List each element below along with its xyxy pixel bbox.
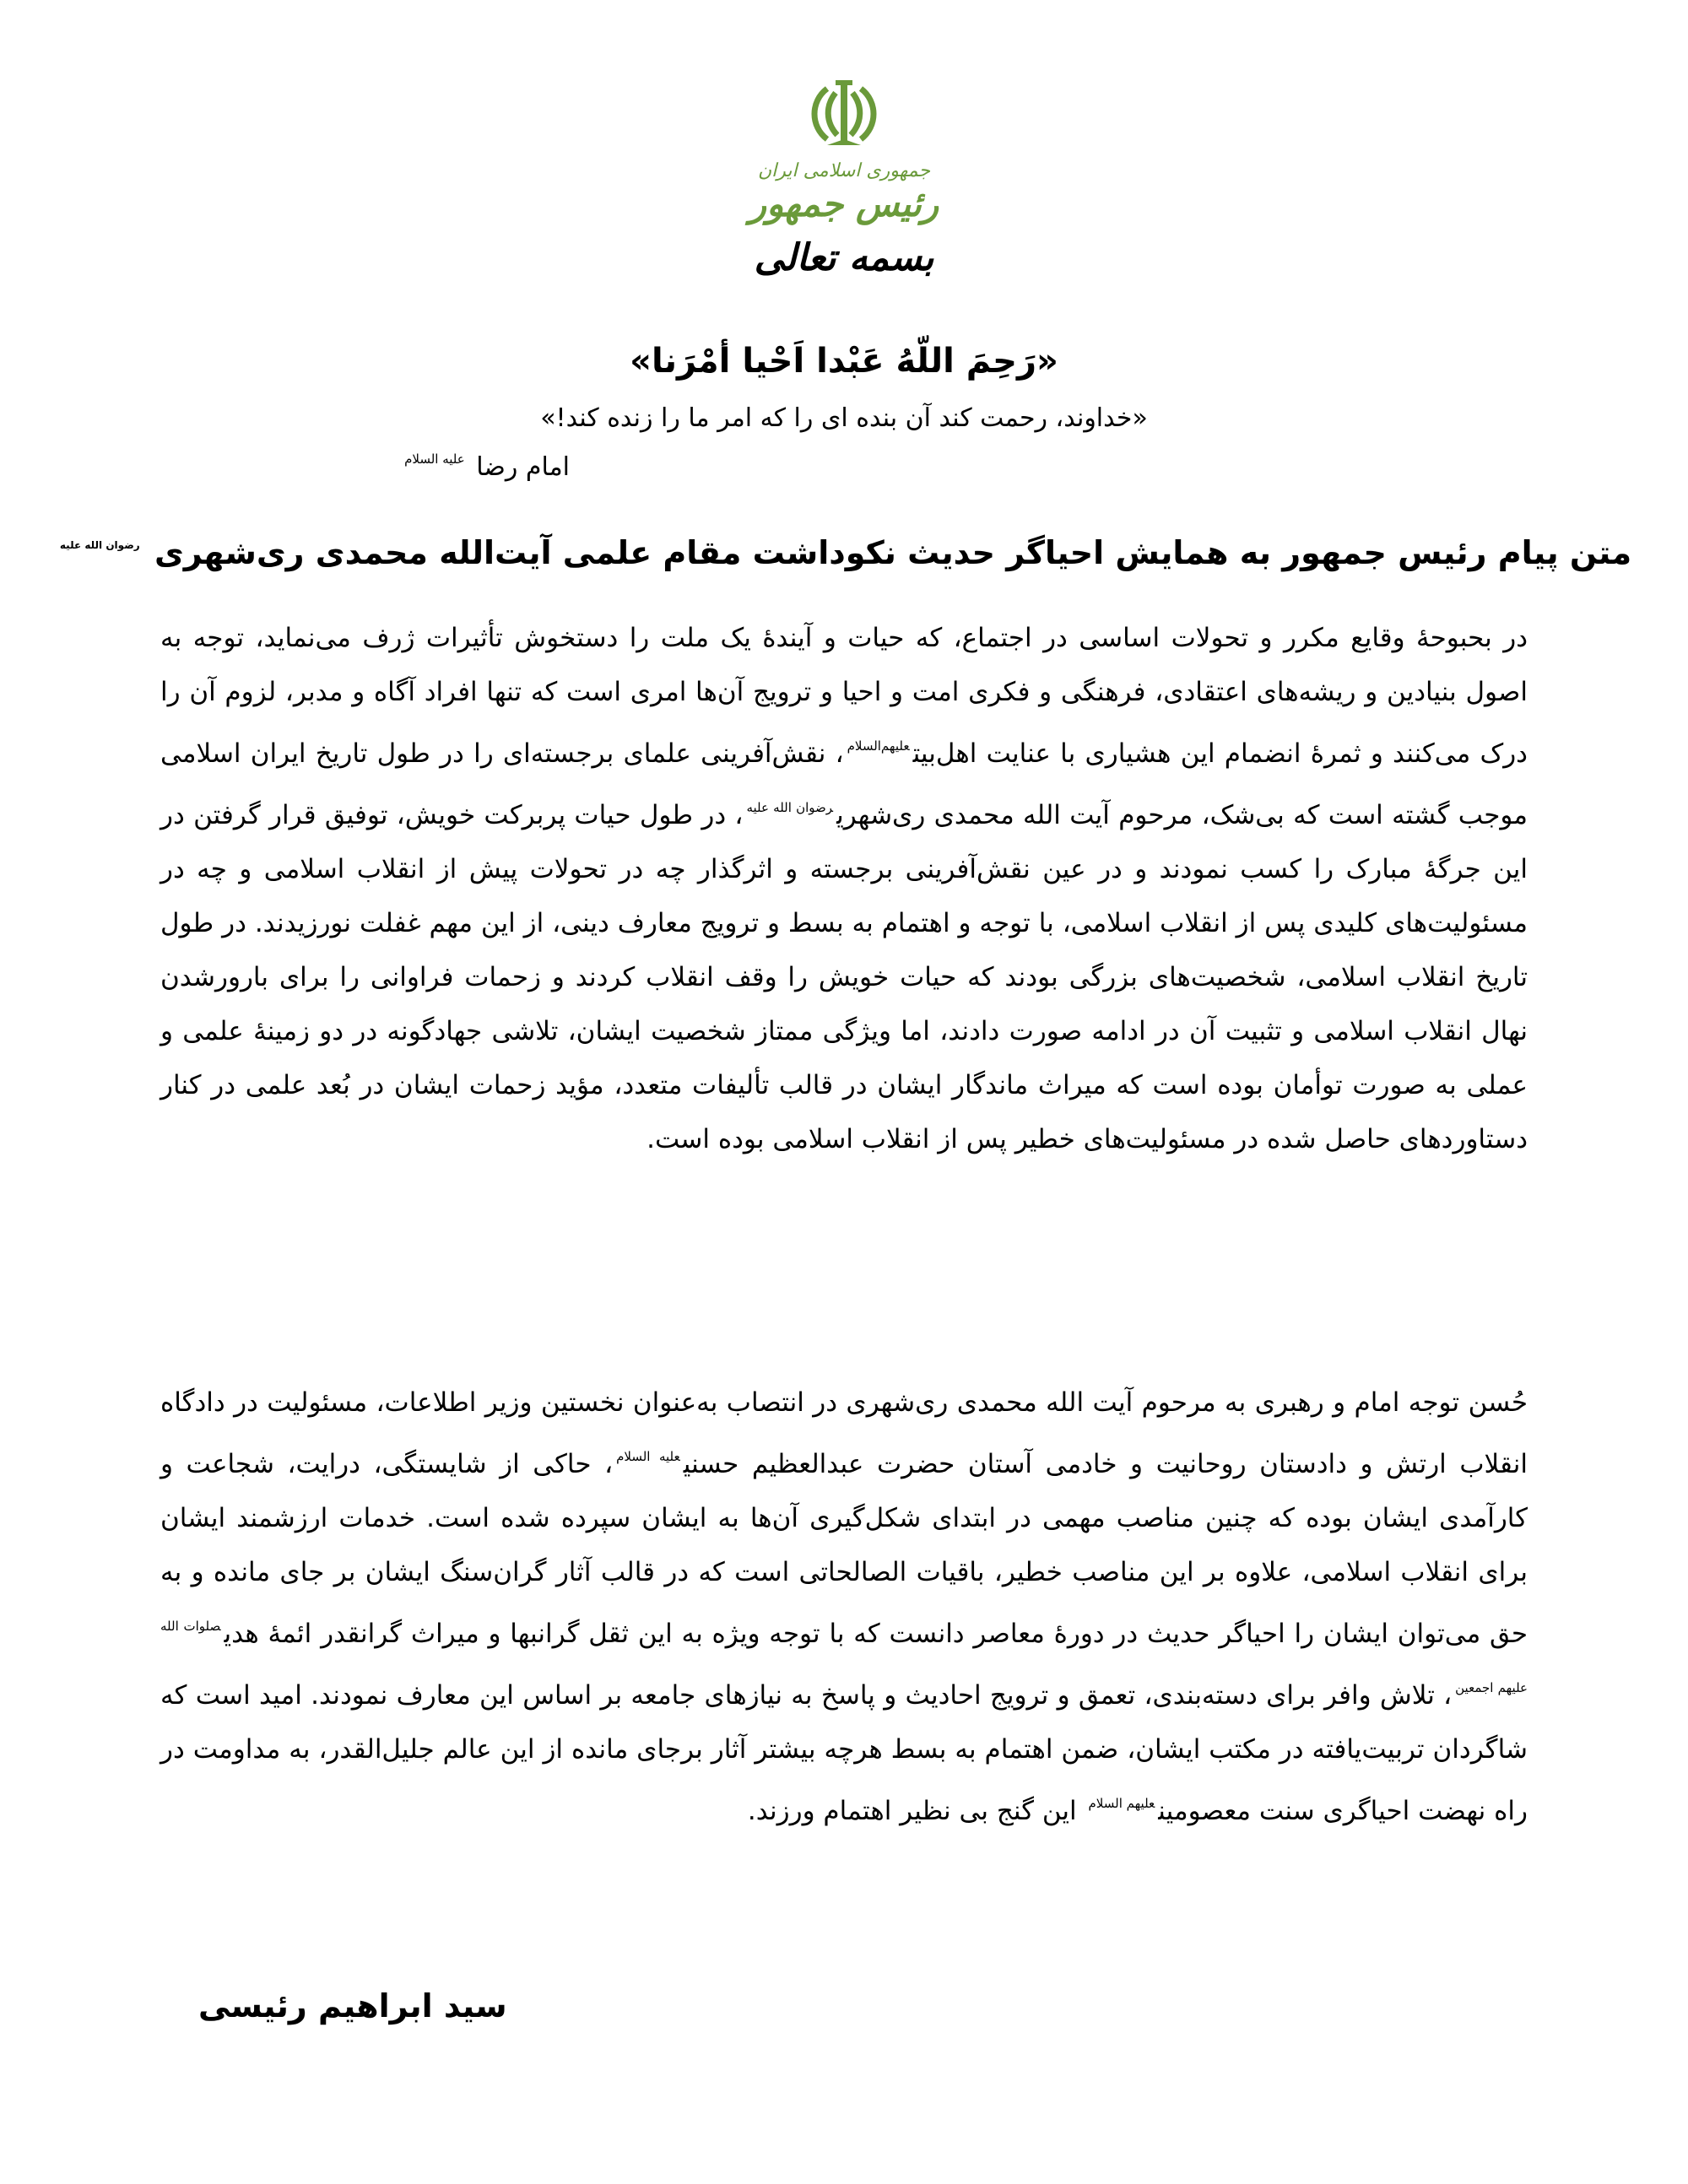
- p2-text-2: ، حاکی از شایستگی، درایت، شجاعت و کارآمدی ایشان بوده که چنین مناصب مهمی در ابتدای شکل‌گیری آن‌ها به ایشان سپرده شده است. خدمات ارزشمند ایشان برای انقلاب اسلامی، علاوه بر این مناصب خطیر، باقیات الصالحاتی است که در قالب آثار گران‌سنگ ایشان بر جای مانده و به حق می‌توان ایشان را احیاگر حدیث در دورهٔ معاصر دانست که با توجه ویژه به این ثقل گرانبها و میراث گرانقدر ائمهٔ هدی: [160, 1449, 1528, 1649]
- letterhead: [0, 76, 1688, 279]
- p2-text-3: ، تلاش وافر برای دسته‌بندی، تعمق و ترویج احادیث و پاسخ به نیازهای جامعه بر اساس این معارف نمودند. امید است که شاگردان تربیت‌یافته در مکتب ایشان، ضمن اهتمام به بسط هرچه بیشتر آثار برجای مانده از این عالم جلیل‌القدر، به مداومت در راه نهضت احیاگری سنت معصومین: [160, 1680, 1528, 1826]
- body-paragraph-2: [160, 1376, 1528, 1838]
- p2-honorific-2: صلوات الله علیهم اجمعین: [160, 1619, 1528, 1695]
- signature: سید ابراهیم رئیسی: [198, 1987, 507, 2025]
- org-line: جمهوری اسلامی ایران: [757, 160, 931, 181]
- invocation: بسمه تعالی: [754, 236, 934, 279]
- office-title: رئیس جمهور: [749, 183, 939, 224]
- body-paragraph-1: [160, 611, 1528, 1166]
- p2-text-1: حُسن توجه امام و رهبری به مرحوم آیت الله محمدی ری‌شهری در انتصاب به‌عنوان نخستین وزیر اطلاعات، مسئولیت در دادگاه انقلاب ارتش و دادستان روحانیت و خادمی آستان حضرت عبدالعظیم حسنی: [160, 1387, 1528, 1479]
- title-text: متن پیام رئیس جمهور به همایش احیاگر حدیث نکوداشت مقام علمی آیت‌الله محمدی ری‌شهری: [154, 534, 1632, 571]
- p1-text-2: ، نقش‌آفرینی علمای برجسته‌ای را در طول تاریخ ایران اسلامی موجب گشته است که بی‌شک، مرحوم آیت الله محمدی ری‌شهری: [160, 738, 1528, 830]
- p1-honorific-1: علیهم‌السلام: [847, 738, 910, 754]
- p2-text-4: این گنج بی نظیر اهتمام ورزند.: [747, 1796, 1085, 1826]
- p2-honorific-1: علیه السلام: [616, 1449, 680, 1464]
- source-honorific: علیه السلام: [404, 451, 465, 467]
- p1-text-1: در بحبوحهٔ وقایع مکرر و تحولات اساسی در اجتماع، که حیات و آیندهٔ یک ملت را دستخوش تأثیرات ژرف می‌نماید، توجه به اصول بنیادین و ریشه‌های اعتقادی، فرهنگی و فکری امت و احیا و ترویج آن‌ها امری است که تنها افراد آگاه و مدبر، لزوم آن را درک می‌کنند و ثمرهٔ انضمام این هشیاری با عنایت اهل‌بیت: [160, 623, 1528, 769]
- p2-honorific-3: علیهم السلام: [1088, 1796, 1155, 1811]
- title-honorific: رضوان الله علیه: [59, 539, 140, 551]
- iran-emblem-icon: [802, 76, 886, 152]
- hadith-source: [401, 451, 570, 482]
- hadith-arabic: «رَحِمَ اللّهُ عَبْدا اَحْيا أمْرَنا»: [630, 342, 1058, 381]
- p1-honorific-2: رضوان الله علیه: [746, 800, 834, 815]
- p1-text-3: ، در طول حیات پربرکت خویش، توفیق قرار گرفتن در این جرگهٔ مبارک را کسب نمودند و در عین نقش‌آفرینی برجسته و اثرگذار چه در تحولات پیش از انقلاب اسلامی و چه در مسئولیت‌های کلیدی پس از انقلاب اسلامی، با توجه و اهتمام به بسط و ترویج معارف دینی، از این مهم غفلت نورزیدند. در طول تاریخ انقلاب اسلامی، شخصیت‌های بزرگی بودند که حیات خویش را وقف انقلاب کردند و زحمات فراوانی را برای بارورشدن نهال انقلاب اسلامی و تثبیت آن در ادامه صورت دادند، اما ویژگی ممتاز شخصیت ایشان، تلاشی جهادگونه در دو زمینهٔ علمی و عملی به صورت توأمان بوده است که میراث ماندگار ایشان در قالب تألیفات متعدد، مؤید زحمات ایشان در بُعد علمی در کنار دستاوردهای حاصل شده در مسئولیت‌های خطیر پس از انقلاب اسلامی بوده است.: [160, 800, 1528, 1154]
- page-title: [0, 534, 1688, 571]
- source-name: امام رضا: [476, 452, 570, 482]
- hadith-persian: «خداوند، رحمت کند آن بنده ای را که امر ما را زنده کند!»: [540, 403, 1148, 433]
